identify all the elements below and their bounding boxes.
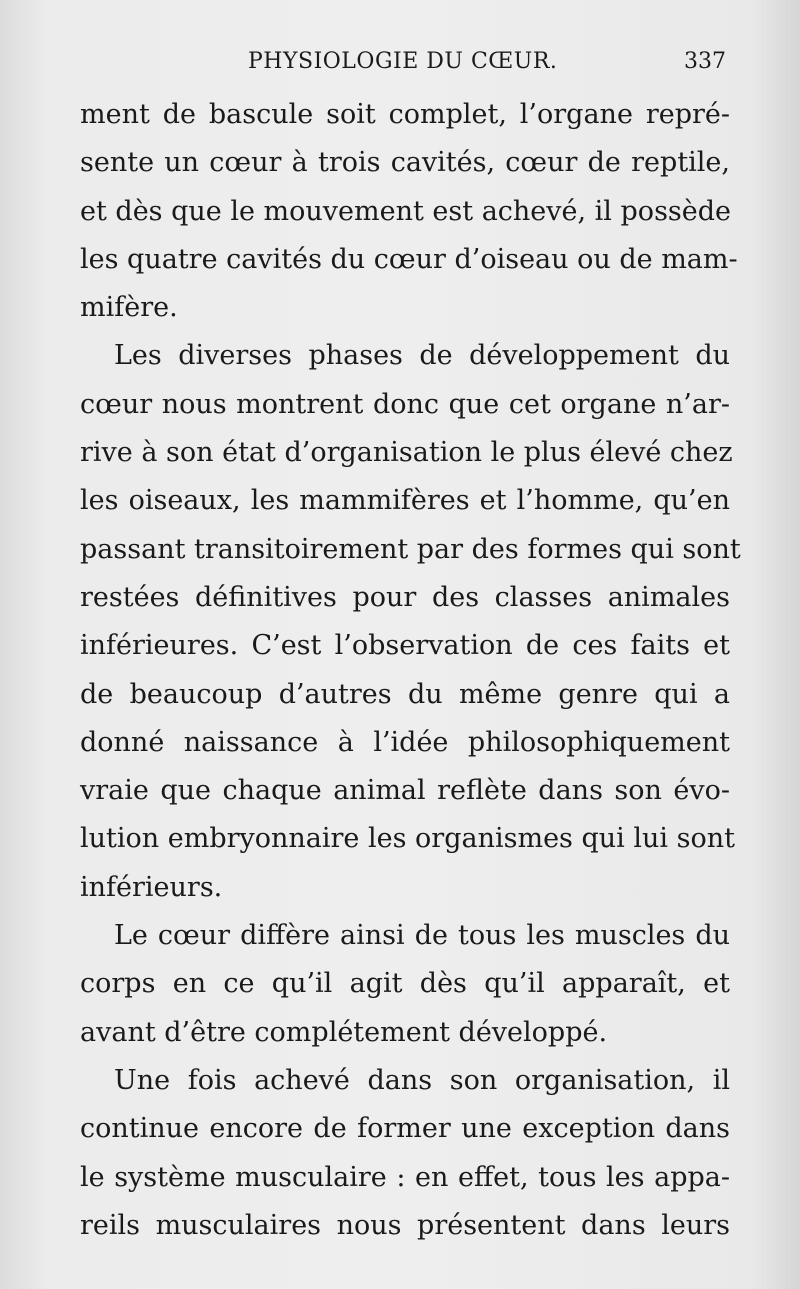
text-line: lution embryonnaire les organismes qui lui sont: [80, 823, 735, 855]
text-line: ment de bascule soit complet, l’organe repré-: [80, 99, 730, 130]
text-line: vraie que chaque animal reflète dans son évo-: [80, 775, 730, 807]
text-line: Le cœur diffère ainsi de tous les muscles du: [114, 920, 730, 952]
text-line: et dès que le mouvement est achevé, il possède: [80, 195, 732, 227]
text-line: inférieures. C’est l’observation de ces faits et: [80, 630, 730, 662]
text-line: cœur nous montrent donc que cet organe n’ar-: [80, 388, 730, 420]
text-line: le système musculaire : en effet, tous les appa-: [80, 1161, 730, 1193]
text-line: passant transitoirement par des formes qui sont: [80, 533, 741, 565]
text-line: corps en ce qu’il agit dès qu’il apparaît, et: [80, 968, 730, 1000]
text-line: sente un cœur à trois cavités, cœur de reptile,: [80, 147, 730, 179]
text-line: les quatre cavités du cœur d’oiseau ou de mam-: [80, 243, 738, 275]
text-line: mifère.: [80, 292, 178, 324]
page-number: 337: [684, 49, 726, 74]
text-line: de beaucoup d’autres du même genre qui a: [80, 678, 730, 710]
text-line: avant d’être complétement développé.: [80, 1016, 608, 1048]
body-text: [80, 91, 741, 1250]
page-header: [80, 42, 726, 82]
text-line: Les diverses phases de développement du: [114, 340, 730, 372]
text-line: restées définitives pour des classes animales: [80, 581, 730, 613]
running-title: PHYSIOLOGIE DU CŒUR.: [248, 49, 558, 74]
text-line: rive à son état d’organisation le plus élevé chez: [80, 437, 733, 469]
text-line: Une fois achevé dans son organisation, il: [114, 1064, 730, 1096]
text-line: reils musculaires nous présentent dans leurs: [80, 1209, 730, 1241]
text-line: inférieurs.: [80, 871, 223, 903]
text-line: les oiseaux, les mammifères et l’homme, qu’en: [80, 485, 730, 517]
text-line: continue encore de former une exception dans: [80, 1113, 730, 1145]
text-line: donné naissance à l’idée philosophiquement: [80, 726, 730, 758]
